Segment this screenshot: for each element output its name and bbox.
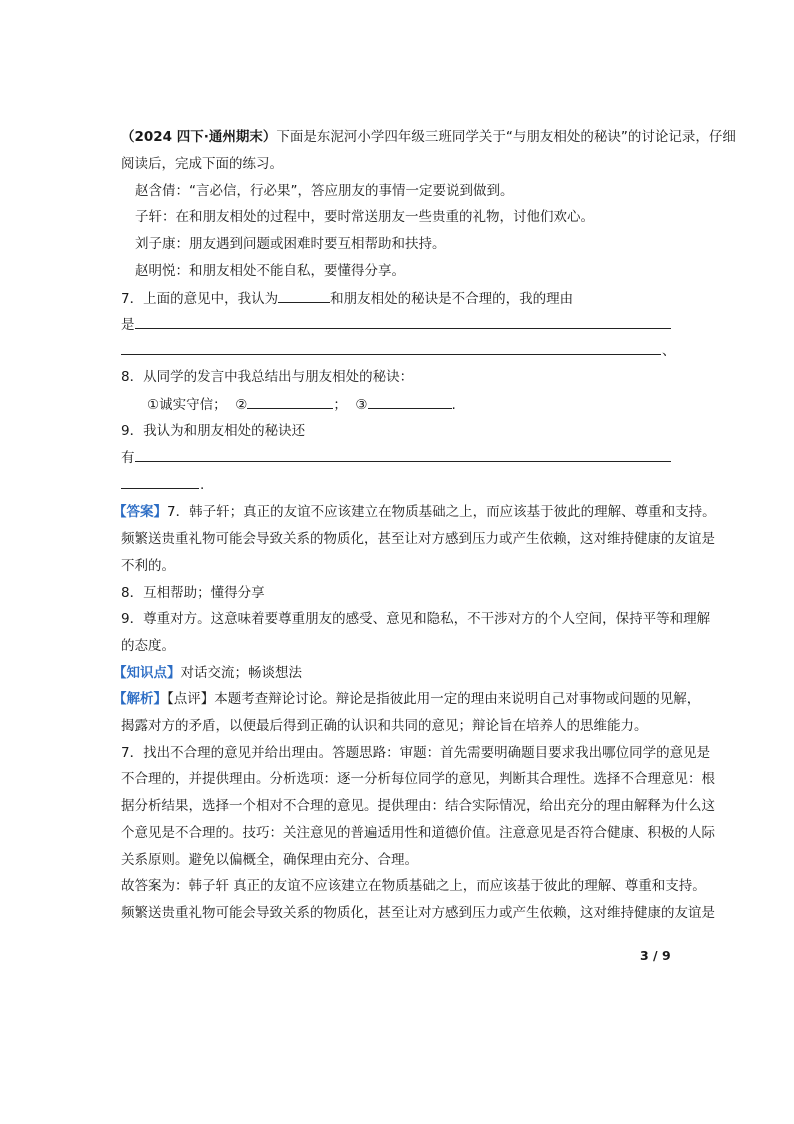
q9-line-start: 有 xyxy=(121,450,135,466)
opinion-zixuan: 子轩：在和朋友相处的过程中，要时常送朋友一些贵重的礼物，讨他们欢心。 xyxy=(135,209,594,225)
q9-blank-1[interactable] xyxy=(135,461,671,462)
q7-blank-name[interactable] xyxy=(278,289,330,303)
answer-line-4: 8．互相帮助；懂得分享 xyxy=(121,585,265,601)
answer-line-5: 9．尊重对方。这意味着要尊重朋友的感受、意见和隐私，不干涉对方的个人空间，保持平等和理解 xyxy=(121,611,711,627)
analysis-line-2: 揭露对方的矛盾，以便最后得到正确的认识和共同的意见；辩论旨在培养人的思维能力。 xyxy=(121,718,648,734)
opinion-zhao-mingyue: 赵明悦：和朋友相处不能自私，要懂得分享。 xyxy=(135,263,405,279)
intro-line-1: （2024 四下·通州期末）下面是东泥河小学四年级三班同学关于“与朋友相处的秘诀”的讨论记录，仔细 xyxy=(121,129,736,145)
analysis-paragraph-line-1: 7．找出不合理的意见并给出理由。答题思路：审题：首先需要明确题目要求我出哪位同学的意见是 xyxy=(121,745,711,761)
page-number: 3 / 9 xyxy=(640,948,671,963)
q9-blank-2[interactable] xyxy=(121,488,199,489)
q7-reason-blank-1[interactable] xyxy=(135,328,671,329)
analysis-line-1: 【解析】【点评】本题考查辩论讨论。辩论是指彼此用一定的理由来说明自己对事物或问题的见解， xyxy=(113,691,701,707)
analysis-answer-line-2: 频繁送贵重礼物可能会导致关系的物质化，甚至让对方感到压力或产生依赖，这对维持健康的友谊是 xyxy=(121,905,715,921)
question-9: 9．我认为和朋友相处的秘诀还 xyxy=(121,423,306,439)
analysis-answer-line-1: 故答案为：韩子轩 真正的友谊不应该建立在物质基础之上，而应该基于彼此的理解、尊重和支持。 xyxy=(121,878,706,894)
answer-line-1: 【答案】7．韩子轩；真正的友谊不应该建立在物质基础之上，而应该基于彼此的理解、尊重和支持。 xyxy=(113,504,716,520)
q8-items: ①诚实守信； ② ； ③ . xyxy=(147,397,456,413)
question-7: 7．上面的意见中，我认为 和朋友相处的秘诀是不合理的，我的理由 xyxy=(121,291,574,307)
analysis-paragraph-line-4: 个意见是不合理的。技巧：关注意见的普遍适用性和道德价值。注意意见是否符合健康、积极的人际 xyxy=(121,825,715,841)
q8-blank-3[interactable] xyxy=(368,395,452,409)
knowledge-tag: 【知识点】 xyxy=(113,665,181,681)
question-8: 8．从同学的发言中我总结出与朋友相处的秘诀： xyxy=(121,369,414,385)
analysis-tag: 【解析】 xyxy=(113,691,167,707)
intro-source: （2024 四下·通州期末） xyxy=(121,129,277,145)
q7-reason-blank-2[interactable] xyxy=(121,354,661,355)
q9-end-mark: . xyxy=(200,477,205,493)
opinion-liu-zikang: 刘子康：朋友遇到问题或困难时要互相帮助和扶持。 xyxy=(135,236,446,252)
answer-line-2: 频繁送贵重礼物可能会导致关系的物质化，甚至让对方感到压力或产生依赖，这对维持健康的友谊是 xyxy=(121,531,715,547)
opinion-zhao-hanqian: 赵含倩：“言必信，行必果”，答应朋友的事情一定要说到做到。 xyxy=(135,183,514,199)
analysis-paragraph-line-2: 不合理的，并提供理由。分析选项：逐一分析每位同学的意见，判断其合理性。选择不合理意见：根 xyxy=(121,771,715,787)
knowledge-point: 【知识点】对话交流；畅谈想法 xyxy=(113,665,302,681)
answer-line-3: 不利的。 xyxy=(121,558,175,574)
intro-line-2: 阅读后，完成下面的练习。 xyxy=(121,156,283,172)
q7-reason-end-mark: 、 xyxy=(662,343,676,359)
q7-reason-line-start: 是 xyxy=(121,317,135,333)
answer-line-6: 的态度。 xyxy=(121,638,175,654)
answer-tag: 【答案】 xyxy=(113,504,167,520)
q8-blank-2[interactable] xyxy=(247,395,333,409)
analysis-paragraph-line-3: 据分析结果，选择一个相对不合理的意见。提供理由：结合实际情况，给出充分的理由解释为什么这 xyxy=(121,798,715,814)
analysis-paragraph-line-5: 关系原则。避免以偏概全，确保理由充分、合理。 xyxy=(121,852,418,868)
